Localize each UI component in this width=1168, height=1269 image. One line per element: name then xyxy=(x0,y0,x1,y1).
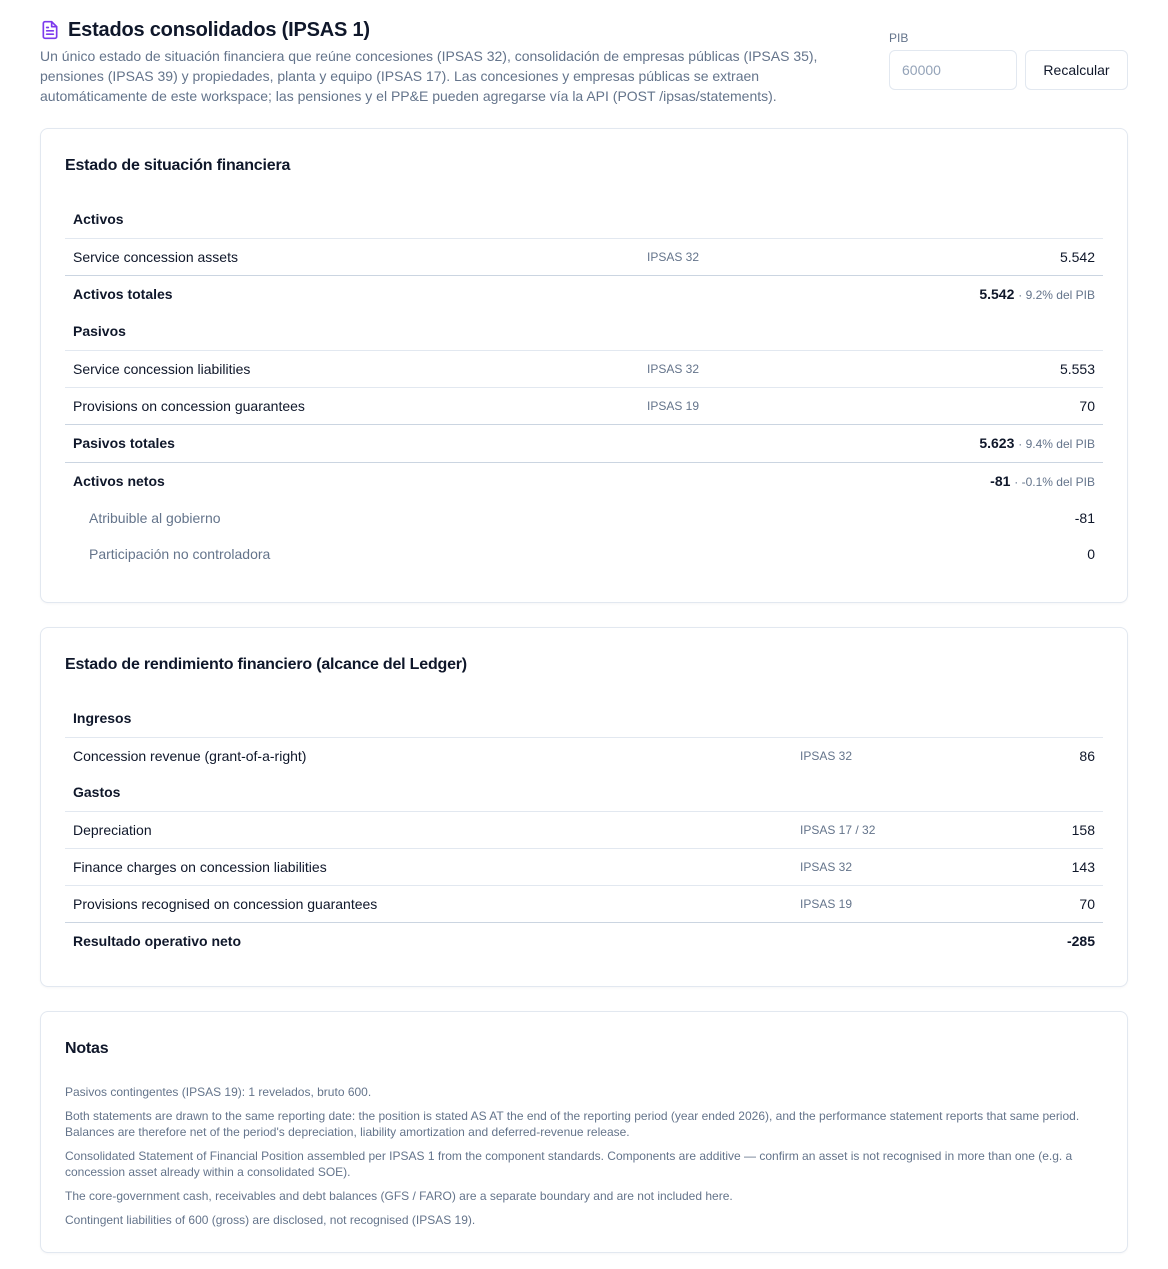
page-description: Un único estado de situación financiera que reúne concesiones (IPSAS 32), consolidación de empresas públicas (IPSAS 35), pensiones (IPSAS 39) y propiedades, planta y equipo (IPSAS 17). Las concesiones y empresas públicas se extraen automáticamente de este workspace; las pensiones y el PP&E pueden agregarse vía la API (POST /ipsas/statements). xyxy=(40,48,818,104)
row-label: Provisions recognised on concession guarantees xyxy=(65,885,792,922)
row-label: Depreciation xyxy=(65,811,792,848)
row-label: Provisions on concession guarantees xyxy=(65,387,639,424)
table-row xyxy=(65,848,1103,885)
row-label: Service concession assets xyxy=(65,238,639,275)
table-row xyxy=(65,238,1103,275)
card-title: Notas xyxy=(65,1040,109,1057)
financial-performance-table xyxy=(65,700,1103,960)
financial-performance-card xyxy=(40,627,1128,987)
total-row-assets xyxy=(65,275,1103,313)
row-value: -81 xyxy=(1074,510,1095,526)
pib-input[interactable] xyxy=(889,50,1017,90)
gdp-percent: · 9.2% del PIB xyxy=(1018,288,1095,303)
standard-tag: IPSAS 32 xyxy=(792,848,992,885)
row-label: Finance charges on concession liabilities xyxy=(65,848,792,885)
total-label: Resultado operativo neto xyxy=(73,933,242,950)
row-label: Concession revenue (grant-of-a-right) xyxy=(73,747,307,764)
row-value: 70 xyxy=(992,885,1103,922)
total-label: Pasivos totales xyxy=(65,424,639,462)
total-value: 5.623 xyxy=(979,435,1015,451)
recalculate-button[interactable]: Recalcular xyxy=(1025,50,1128,90)
sub-row-attributable xyxy=(65,500,1103,536)
note-item: The core-government cash, receivables and debt balances (GFS / FARO) are a separate boundary and are not included here. xyxy=(65,1189,733,1203)
section-header-liabilities: Pasivos xyxy=(65,313,1103,350)
row-value: 158 xyxy=(992,811,1103,848)
row-value: 5.542 xyxy=(839,238,1103,275)
row-value: 5.553 xyxy=(839,350,1103,387)
page-title: Estados consolidados (IPSAS 1) xyxy=(68,18,370,41)
financial-position-table xyxy=(65,201,1103,572)
standard-tag: IPSAS 17 / 32 xyxy=(792,811,992,848)
total-value: -81 xyxy=(990,473,1011,490)
note-item: Contingent liabilities of 600 (gross) are disclosed, not recognised (IPSAS 19). xyxy=(65,1213,476,1227)
standard-tag: IPSAS 32 xyxy=(639,350,839,387)
total-row-result xyxy=(65,922,1103,960)
card-title: Estado de situación financiera xyxy=(65,157,291,174)
total-label: Activos netos xyxy=(73,473,165,490)
row-label: Service concession liabilities xyxy=(65,350,639,387)
pib-label: PIB xyxy=(889,31,909,45)
row-value: 0 xyxy=(1087,546,1095,562)
note-item: Consolidated Statement of Financial Position assembled per IPSAS 1 from the component standards. Components are additive — confirm an asset is not recognised in more than one (e.g. a concession asset already within a consolidated SOE). xyxy=(65,1149,1073,1179)
table-row xyxy=(65,885,1103,922)
row-label: Participación no controladora xyxy=(89,546,271,562)
total-label: Activos totales xyxy=(73,286,173,303)
total-value: 5.542 xyxy=(979,286,1015,303)
section-header-assets: Activos xyxy=(65,201,1103,238)
section-header-expenses: Gastos xyxy=(65,774,1103,811)
table-row xyxy=(65,387,1103,424)
row-label: Atribuible al gobierno xyxy=(89,510,221,526)
note-item: Both statements are drawn to the same reporting date: the position is stated AS AT the end of the reporting period (year ended 2026), and the performance statement reports that same period. Balances are therefore net of the period's depreciation, liability amortization and deferred-revenue release. xyxy=(65,1109,1080,1139)
row-value: 86 xyxy=(1079,747,1095,764)
standard-tag: IPSAS 19 xyxy=(639,387,839,424)
pib-row xyxy=(889,50,1128,90)
gdp-percent: · -0.1% del PIB xyxy=(1014,475,1095,490)
gdp-percent: · 9.4% del PIB xyxy=(1018,437,1095,451)
table-row xyxy=(65,350,1103,387)
standard-tag: IPSAS 32 xyxy=(639,238,839,275)
total-row-liabilities xyxy=(65,424,1103,462)
page-header xyxy=(40,18,1128,108)
standard-tag: IPSAS 19 xyxy=(792,885,992,922)
total-value: -285 xyxy=(1066,933,1095,950)
notes-card xyxy=(40,1011,1128,1253)
row-value: 143 xyxy=(992,848,1103,885)
sub-row-non-controlling xyxy=(65,536,1103,572)
standard-tag: IPSAS 32 xyxy=(800,748,853,763)
total-row-net-assets xyxy=(65,462,1103,500)
document-icon xyxy=(40,20,60,40)
note-item: Pasivos contingentes (IPSAS 19): 1 revelados, bruto 600. xyxy=(65,1085,372,1099)
notes-list xyxy=(65,1084,1103,1236)
section-header-revenue: Ingresos xyxy=(65,700,1103,737)
pib-control xyxy=(889,30,1128,90)
row-value: 70 xyxy=(839,387,1103,424)
financial-position-card xyxy=(40,128,1128,603)
table-row xyxy=(65,811,1103,848)
card-title: Estado de rendimiento financiero (alcance del Ledger) xyxy=(65,656,467,673)
table-row xyxy=(65,737,1103,774)
